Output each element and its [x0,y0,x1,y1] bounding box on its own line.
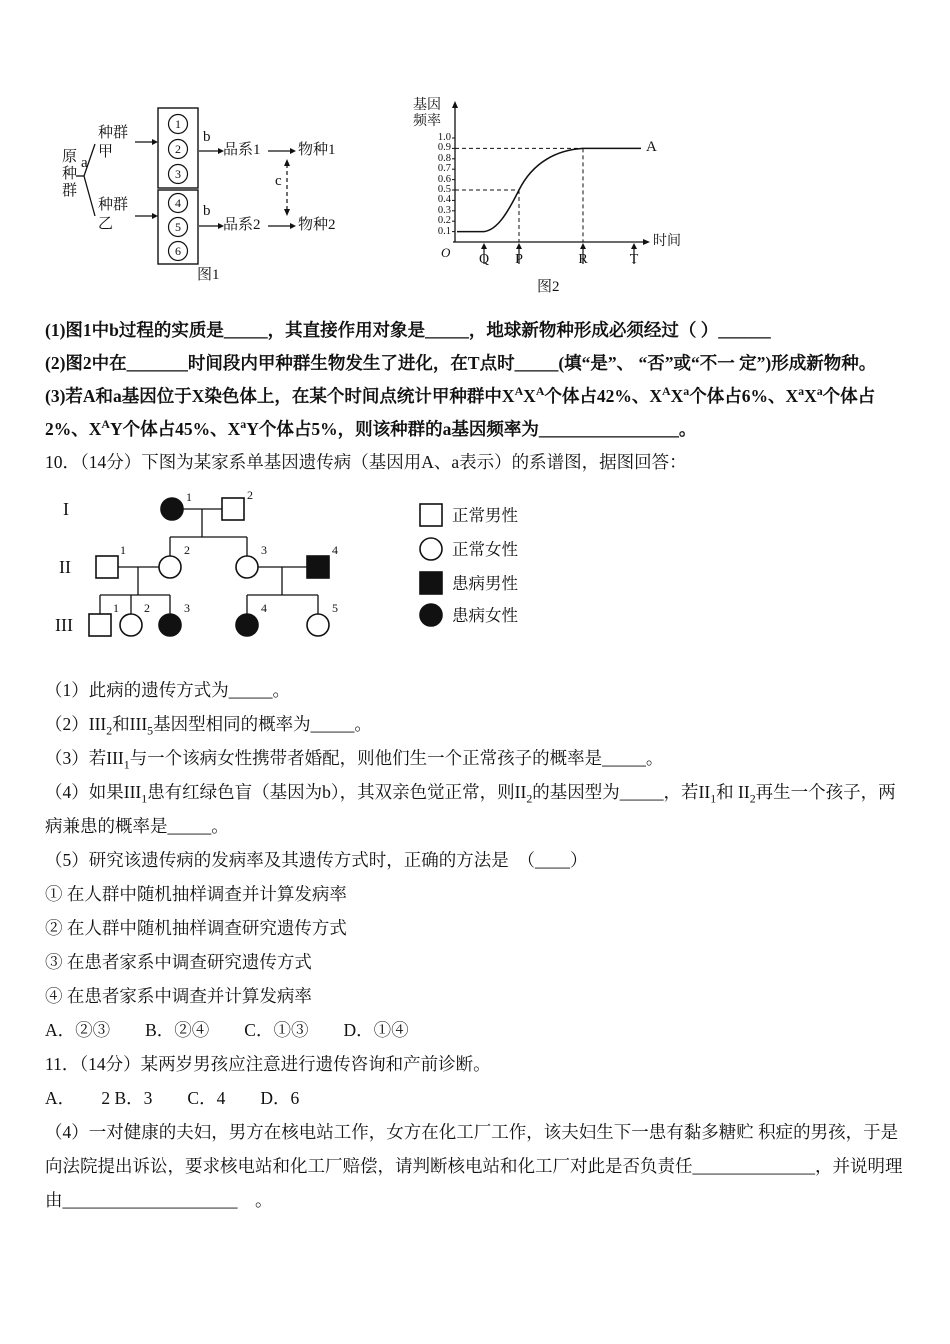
figure2-xmark-R: R [578,252,588,267]
question11-heading: 11．（14分）某两岁男孩应注意进行遗传咨询和产前诊断。 [45,1054,491,1074]
member-number: 1 [113,601,119,615]
legend-filled-circle-icon [420,604,442,626]
member-number: 2 [144,601,150,615]
figure1-species1-label: 物种1 [298,142,336,158]
question10-answer-choices: A．②③ B．②④ C．①③ D．①④ [45,1020,409,1040]
figures-row [0,96,950,308]
ytick: 0.2 [437,215,451,227]
pedigree-member-II-2-normal-female [159,556,181,578]
member-number: 4 [332,543,338,557]
legend-normal-female-label: 正常女性 [452,540,518,559]
pedigree-member-III-1-normal-male [89,614,111,636]
figure1-caption: 图1 [197,267,220,283]
figure1-b-bottom-label: b [203,203,211,219]
figure2-xmark-Q: Q [478,252,490,267]
figure1-species2-label: 物种2 [298,217,336,233]
figure2-xmark-arrows [481,243,637,264]
member-number: 3 [261,543,267,557]
pedigree-member-II-4-affected-male [307,556,329,578]
ytick: 0.8 [437,152,451,164]
pedigree-lines [100,509,318,614]
generation-label-I: I [63,499,69,519]
question10-option-3: ③ 在患者家系中调查研究遗传方式 [45,952,312,972]
ytick: 0.4 [437,194,451,206]
pedigree-row [50,487,950,665]
legend-filled-square-icon [420,572,442,594]
generation-label-II: II [59,557,71,577]
pedigree-member-I-2-normal-male [222,498,244,520]
question10-heading: 10．（14分）下图为某家系单基因遗传病（基因用A、a表示）的系谱图，据图回答： [45,452,687,472]
figure1-pop-to-box-arrows [135,139,158,219]
question10-11-text-block [0,665,950,1217]
circled-number-3: 3 [175,167,181,181]
ytick: 0.1 [437,225,451,237]
figure1-strain2-label: 品系2 [223,217,261,233]
member-number: 4 [261,601,267,615]
question10-sub1: （1）此病的遗传方式为_____。 [45,680,290,700]
pedigree-generation-labels [55,499,73,635]
figure1-population-yi-label: 种群乙 [98,197,129,232]
figure2-origin-label: O [441,245,451,260]
figure1-b-top-label: b [203,129,211,145]
figure2-ytick-labels [423,133,451,237]
figure2-ylabel-line2: 频率 [413,114,441,129]
question11-sub4: （4）一对健康的夫妇，男方在核电站工作，女方在化工厂工作，该夫妇生下一患有黏多糖贮 积症的男孩，于是向法院提出诉讼，要求核电站和化工厂赔偿，请判断核电站和化工厂对此是否负责任______________，并说明理由____________________ 。 [45,1122,903,1210]
question10-sub5: （5）研究该遗传病的发病率及其遗传方式时，正确的方法是 （____） [45,850,588,870]
member-number: 2 [247,488,253,502]
figure2-axes [452,101,650,245]
question11-answer-choices: A． 2 B．3 C．4 D．6 [45,1088,300,1108]
legend-empty-square-icon [420,504,442,526]
question9-text-block [0,308,950,479]
question10-sub3: （3）若$III_1$与一个该病女性携带者婚配，则他们生一个正常孩子的概率是_____。 [45,748,664,772]
figure2-xmark-P: P [515,252,523,267]
figure1-strain1-label: 品系1 [223,142,261,158]
member-number: 2 [184,543,190,557]
question9-part2: (2)图2中在_______时间段内甲种群生物发生了进化，在T点时_____(填“是”、 “否”或“不一 定”)形成新物种。 [45,353,877,373]
pedigree-legend [420,504,519,626]
question10-option-2: ② 在人群中随机抽样调查研究遗传方式 [45,918,347,938]
pedigree-generation-III [89,614,329,636]
question9-part3: (3)若A和a基因位于X染色体上，在某个时间点统计甲种群中$X^AX^A$个体占42%、$X^AX^a$个体占6%、$X^aX^a$个体占 2%、$X^AY$个体占45%、$X^aY$个体占5%，则该种群的a基因频率为________________。 [45,384,876,439]
figure2-caption: 图2 [537,279,560,295]
pedigree-member-III-3-affected-female [159,614,181,636]
legend-empty-circle-icon [420,538,442,560]
member-number: 1 [186,490,192,504]
pedigree-member-I-1-affected-female [161,498,183,520]
ytick: 0.9 [437,142,451,154]
pedigree-member-II-1-normal-male [96,556,118,578]
circled-number-4: 4 [175,196,181,210]
figure2-xmark-T: T [629,252,639,267]
circled-number-1: 1 [175,117,181,131]
figure2-xlabel: 时间 [653,234,681,249]
pedigree-member-III-4-affected-female [236,614,258,636]
figure1-species-formation-diagram [55,96,395,296]
circled-number-5: 5 [175,220,181,234]
legend-affected-male-label: 患病男性 [452,574,518,593]
legend-affected-female-label: 患病女性 [452,606,518,625]
figure2-ylabel-line1: 基因 [413,98,441,113]
circled-number-6: 6 [175,244,181,258]
figure1-origin-population-label: 原种群 [60,148,76,199]
pedigree-member-II-3-normal-female [236,556,258,578]
figure2-gene-frequency-chart [395,96,695,306]
ytick: 1.0 [437,132,451,143]
circled-number-2: 2 [175,142,181,156]
question10-sub4: （4）如果$III_1$患有红绿色盲（基因为b），其双亲色觉正常，则$II_2$的基因型为_____，若$II_1$和 $II_2$再生一个孩子，两病兼患的概率是_____。 [45,782,896,836]
question10-option-1: ① 在人群中随机抽样调查并计算发病率 [45,884,347,904]
pedigree-member-III-5-normal-female [307,614,329,636]
figure2-dashed-guides [455,148,583,242]
figure2-endpoint-A-label: A [646,139,657,155]
pedigree-chart [50,487,610,662]
pedigree-member-III-2-normal-female [120,614,142,636]
figure1-c-dashed-arrow [284,159,290,216]
ytick: 0.7 [437,163,451,175]
ytick: 0.6 [437,173,451,185]
ytick: 0.3 [437,204,451,216]
member-number: 5 [332,601,338,615]
member-number: 3 [184,601,190,615]
question9-part1: (1)图1中b过程的实质是_____，其直接作用对象是_____，地球新物种形成必须经过（ ）______ [45,320,771,340]
figure1-fork-a-label: a [81,155,88,171]
question10-sub2: $(2)III_2$和$III_5$基因型相同的概率为_____。 [45,714,372,738]
member-number: 1 [120,543,126,557]
figure1-population-jia-label: 种群甲 [98,125,129,160]
question10-option-4: ④ 在患者家系中调查并计算发病率 [45,986,312,1006]
ytick: 0.5 [437,183,451,195]
legend-normal-male-label: 正常男性 [452,506,518,525]
figure1-c-label: c [275,173,282,189]
generation-label-III: III [55,615,73,635]
